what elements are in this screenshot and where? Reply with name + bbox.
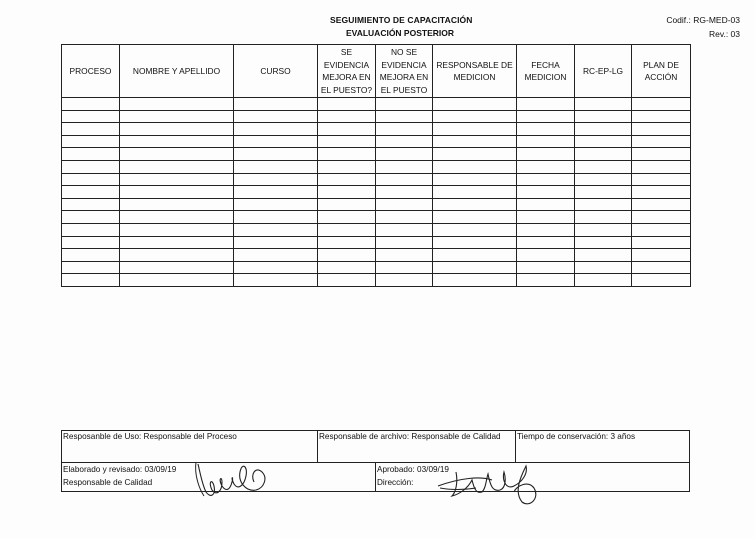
table-row [62,135,691,148]
column-header-line: NO SE [390,47,418,57]
table-cell[interactable] [120,249,234,262]
table-row [62,274,691,287]
column-header-line: MEDICION [453,72,496,82]
table-cell[interactable] [433,135,517,148]
approved-role: Dirección: [377,477,414,487]
column-header [517,45,575,98]
table-cell[interactable] [575,223,632,236]
table-row [62,223,691,236]
table-cell[interactable] [575,135,632,148]
column-header-line: NOMBRE Y APELLIDO [132,65,221,76]
table-cell[interactable] [517,211,575,224]
table-cell[interactable] [376,173,433,186]
table-cell[interactable] [433,236,517,249]
table-cell[interactable] [632,249,691,262]
table-cell[interactable] [433,123,517,136]
table-cell[interactable] [433,98,517,111]
table-cell[interactable] [234,173,318,186]
table-cell[interactable] [120,135,234,148]
quality-signature-image [190,452,275,502]
table-cell[interactable] [62,236,120,249]
table-cell[interactable] [433,148,517,161]
table-cell[interactable] [433,198,517,211]
table-cell[interactable] [376,236,433,249]
table-row [62,123,691,136]
column-header [376,45,433,98]
table-cell[interactable] [376,110,433,123]
table-cell[interactable] [62,160,120,173]
table-cell[interactable] [575,261,632,274]
table-cell[interactable] [575,98,632,111]
table-cell[interactable] [120,123,234,136]
table-row [62,98,691,111]
table-cell[interactable] [318,211,376,224]
table-body [62,98,691,287]
table-cell[interactable] [517,98,575,111]
table-cell[interactable] [433,261,517,274]
table-cell[interactable] [318,223,376,236]
table-cell[interactable] [632,123,691,136]
table-cell[interactable] [120,274,234,287]
table-row [62,173,691,186]
table-cell[interactable] [318,236,376,249]
table-cell[interactable] [433,173,517,186]
column-header [575,45,632,98]
table-cell[interactable] [318,160,376,173]
table-row [62,110,691,123]
table-cell[interactable] [517,198,575,211]
archive-responsible: Responsable de archivo: Responsable de Calidad [318,431,516,463]
column-header [318,45,376,98]
table-cell[interactable] [517,160,575,173]
table-cell[interactable] [234,135,318,148]
retention-time: Tiempo de conservación: 3 años [516,431,690,463]
column-header [120,45,234,98]
table-cell[interactable] [62,211,120,224]
table-cell[interactable] [632,198,691,211]
column-header-line: MEDICION [524,72,567,82]
table-cell[interactable] [62,186,120,199]
table-cell[interactable] [62,98,120,111]
table-cell[interactable] [120,148,234,161]
table-cell[interactable] [575,123,632,136]
table-cell[interactable] [234,249,318,262]
table-cell[interactable] [517,110,575,123]
column-header [62,45,120,98]
table-cell[interactable] [433,186,517,199]
table-cell[interactable] [318,198,376,211]
table-cell[interactable] [575,274,632,287]
table-cell[interactable] [433,274,517,287]
table-cell[interactable] [517,148,575,161]
table-cell[interactable] [234,186,318,199]
table-cell[interactable] [234,274,318,287]
table-cell[interactable] [62,261,120,274]
table-cell[interactable] [318,123,376,136]
column-header-line: EVIDENCIA [323,59,370,70]
table-cell[interactable] [234,261,318,274]
column-header-line: CURSO [260,65,291,76]
table-cell[interactable] [120,186,234,199]
table-cell[interactable] [632,211,691,224]
table-cell[interactable] [120,211,234,224]
table-cell[interactable] [433,110,517,123]
table-cell[interactable] [517,249,575,262]
table-cell[interactable] [517,123,575,136]
table-row [62,186,691,199]
table-cell[interactable] [234,148,318,161]
table-cell[interactable] [120,173,234,186]
table-cell[interactable] [632,261,691,274]
table-row [62,261,691,274]
table-cell[interactable] [120,261,234,274]
table-cell[interactable] [62,148,120,161]
prepared-role: Responsable de Calidad [63,477,153,487]
table-cell[interactable] [120,160,234,173]
column-header [433,45,517,98]
table-cell[interactable] [234,211,318,224]
table-cell[interactable] [62,173,120,186]
table-cell[interactable] [376,249,433,262]
table-cell[interactable] [62,249,120,262]
table-cell[interactable] [632,110,691,123]
table-cell[interactable] [376,223,433,236]
table-cell[interactable] [575,186,632,199]
table-cell[interactable] [62,135,120,148]
table-cell[interactable] [376,261,433,274]
table-cell[interactable] [575,110,632,123]
table-cell[interactable] [376,274,433,287]
document-title: SEGUIMIENTO DE CAPACITACIÓN [330,15,473,25]
table-cell[interactable] [517,261,575,274]
column-header-line: MEJORA EN [322,72,371,82]
table-cell[interactable] [433,249,517,262]
table-cell[interactable] [234,123,318,136]
table-row [62,148,691,161]
table-cell[interactable] [120,110,234,123]
table-cell[interactable] [632,135,691,148]
table-cell[interactable] [632,148,691,161]
table-cell[interactable] [632,274,691,287]
table-cell[interactable] [318,186,376,199]
table-cell[interactable] [575,148,632,161]
table-cell[interactable] [376,135,433,148]
table-cell[interactable] [62,123,120,136]
table-cell[interactable] [234,223,318,236]
column-header [234,45,318,98]
table-cell[interactable] [517,236,575,249]
footer-info-table [61,430,690,492]
table-cell[interactable] [120,236,234,249]
prepared-date: Elaborado y revisado: 03/09/19 [63,465,177,474]
table-cell[interactable] [632,186,691,199]
table-row [62,198,691,211]
column-header-line: PLAN DE [643,59,679,70]
table-cell[interactable] [433,223,517,236]
table-cell[interactable] [62,110,120,123]
table-cell[interactable] [318,274,376,287]
usage-responsible: Resposanble de Uso: Responsable del Proceso [62,431,318,463]
table-cell[interactable] [517,274,575,287]
table-cell[interactable] [120,98,234,111]
table-cell[interactable] [376,148,433,161]
table-cell[interactable] [62,274,120,287]
table-cell[interactable] [433,211,517,224]
table-cell[interactable] [575,160,632,173]
table-cell[interactable] [575,249,632,262]
document-revision: Rev.: 03 [708,29,740,39]
table-cell[interactable] [433,160,517,173]
table-cell[interactable] [120,198,234,211]
table-cell[interactable] [234,98,318,111]
table-cell[interactable] [517,186,575,199]
column-header [632,45,691,98]
tracking-table [61,44,691,287]
table-cell[interactable] [575,173,632,186]
table-cell[interactable] [632,98,691,111]
table-cell[interactable] [632,223,691,236]
column-header-line: SE [340,47,353,57]
table-row [62,249,691,262]
table-cell[interactable] [517,173,575,186]
table-cell[interactable] [234,236,318,249]
column-header-line: PROCESO [69,65,112,76]
table-cell[interactable] [234,198,318,211]
column-header-line: RESPONSABLE DE [436,59,513,70]
table-cell[interactable] [234,110,318,123]
document-subtitle: EVALUACIÓN POSTERIOR [346,28,454,38]
table-cell[interactable] [62,223,120,236]
table-row [62,236,691,249]
table-cell[interactable] [517,223,575,236]
table-cell[interactable] [575,236,632,249]
table-cell[interactable] [376,160,433,173]
table-cell[interactable] [517,135,575,148]
column-header-line: EVIDENCIA [381,59,427,70]
document-code: Codif.: RG-MED-03 [666,15,740,25]
table-cell[interactable] [376,98,433,111]
table-cell[interactable] [632,236,691,249]
table-cell[interactable] [376,198,433,211]
table-cell[interactable] [376,123,433,136]
column-header-line: FECHA [531,59,560,70]
table-row [62,160,691,173]
table-cell[interactable] [62,198,120,211]
column-header-line: EL PUESTO [380,84,428,95]
table-header-row [62,45,691,98]
table-cell[interactable] [318,249,376,262]
table-cell[interactable] [120,223,234,236]
table-cell[interactable] [575,211,632,224]
table-cell[interactable] [632,173,691,186]
approved-date: Aprobado: 03/09/19 [377,465,449,474]
column-header-line: ACCIÓN [644,72,678,82]
column-header-line: RC-EP-LG [582,65,624,76]
table-cell[interactable] [376,186,433,199]
table-cell[interactable] [318,148,376,161]
table-cell[interactable] [234,160,318,173]
column-header-line: EL PUESTO? [320,84,373,95]
table-cell[interactable] [318,98,376,111]
director-signature-image [430,458,545,508]
table-cell[interactable] [632,160,691,173]
table-cell[interactable] [376,211,433,224]
table-cell[interactable] [318,135,376,148]
table-row [62,211,691,224]
table-cell[interactable] [318,110,376,123]
table-cell[interactable] [318,173,376,186]
table-cell[interactable] [575,198,632,211]
column-header-line: MEJORA EN [379,72,429,82]
table-cell[interactable] [318,261,376,274]
